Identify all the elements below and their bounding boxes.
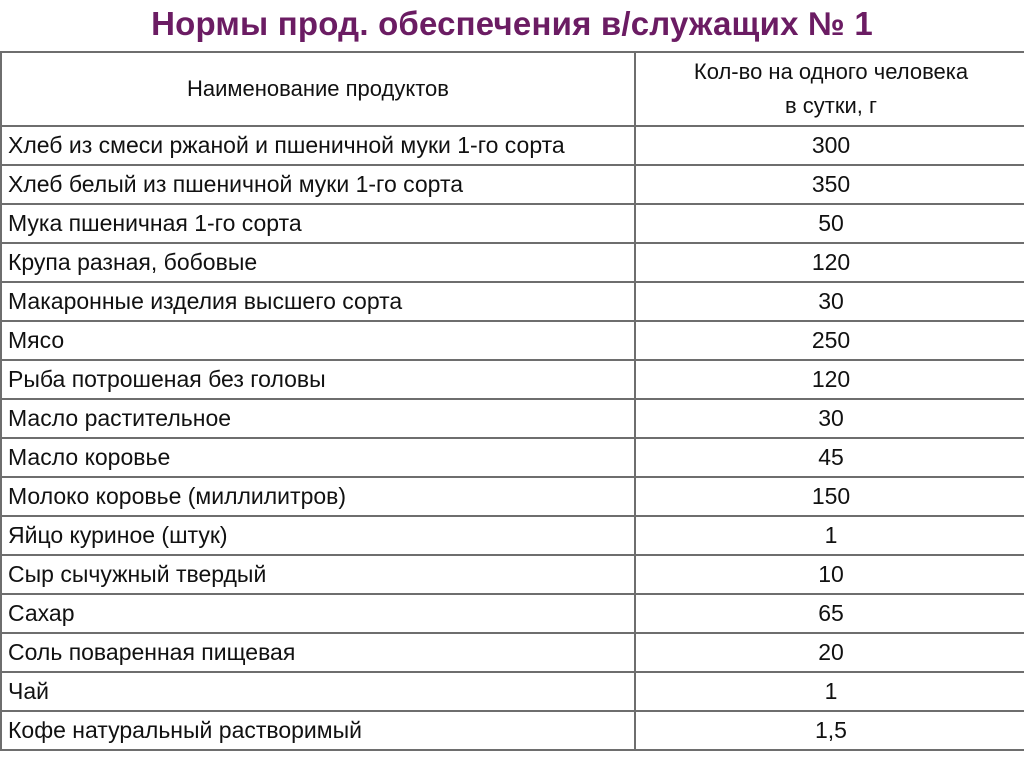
product-name: Яйцо куриное (штук) — [1, 516, 635, 555]
table-row — [1, 282, 1024, 321]
food-norms-table — [0, 51, 1024, 751]
product-quantity: 45 — [635, 438, 1024, 477]
header-product-name: Наименование продуктов — [1, 52, 635, 126]
product-name: Макаронные изделия высшего сорта — [1, 282, 635, 321]
table-row — [1, 126, 1024, 165]
table-row — [1, 204, 1024, 243]
product-name: Масло коровье — [1, 438, 635, 477]
product-quantity: 350 — [635, 165, 1024, 204]
table-header-row — [1, 52, 1024, 126]
product-quantity: 50 — [635, 204, 1024, 243]
table-row — [1, 477, 1024, 516]
header-quantity — [635, 52, 1024, 126]
table-row — [1, 438, 1024, 477]
product-name: Рыба потрошеная без головы — [1, 360, 635, 399]
product-quantity: 1 — [635, 516, 1024, 555]
header-quantity-line2: в сутки, г — [784, 93, 878, 118]
product-quantity: 65 — [635, 594, 1024, 633]
table-row — [1, 243, 1024, 282]
table-row — [1, 165, 1024, 204]
product-name: Крупа разная, бобовые — [1, 243, 635, 282]
page-title: Нормы прод. обеспечения в/служащих № 1 — [151, 5, 873, 42]
table-row — [1, 399, 1024, 438]
table-row — [1, 594, 1024, 633]
product-name: Сыр сычужный твердый — [1, 555, 635, 594]
product-name: Сахар — [1, 594, 635, 633]
product-quantity: 300 — [635, 126, 1024, 165]
product-name: Масло растительное — [1, 399, 635, 438]
product-quantity: 20 — [635, 633, 1024, 672]
product-quantity: 1,5 — [635, 711, 1024, 750]
product-name: Хлеб из смеси ржаной и пшеничной муки 1-го сорта — [1, 126, 635, 165]
table-row — [1, 321, 1024, 360]
product-name: Мясо — [1, 321, 635, 360]
product-name: Мука пшеничная 1-го сорта — [1, 204, 635, 243]
product-name: Кофе натуральный растворимый — [1, 711, 635, 750]
header-quantity-line1: Кол-во на одного человека — [693, 59, 969, 84]
product-quantity: 10 — [635, 555, 1024, 594]
table-row — [1, 360, 1024, 399]
table-row — [1, 672, 1024, 711]
product-name: Соль поваренная пищевая — [1, 633, 635, 672]
product-quantity: 120 — [635, 243, 1024, 282]
product-quantity: 1 — [635, 672, 1024, 711]
table-row — [1, 516, 1024, 555]
table-row — [1, 633, 1024, 672]
product-quantity: 30 — [635, 282, 1024, 321]
table-row — [1, 711, 1024, 750]
product-name: Чай — [1, 672, 635, 711]
product-quantity: 150 — [635, 477, 1024, 516]
product-name: Хлеб белый из пшеничной муки 1-го сорта — [1, 165, 635, 204]
table-row — [1, 555, 1024, 594]
product-name: Молоко коровье (миллилитров) — [1, 477, 635, 516]
product-quantity: 30 — [635, 399, 1024, 438]
product-quantity: 250 — [635, 321, 1024, 360]
product-quantity: 120 — [635, 360, 1024, 399]
